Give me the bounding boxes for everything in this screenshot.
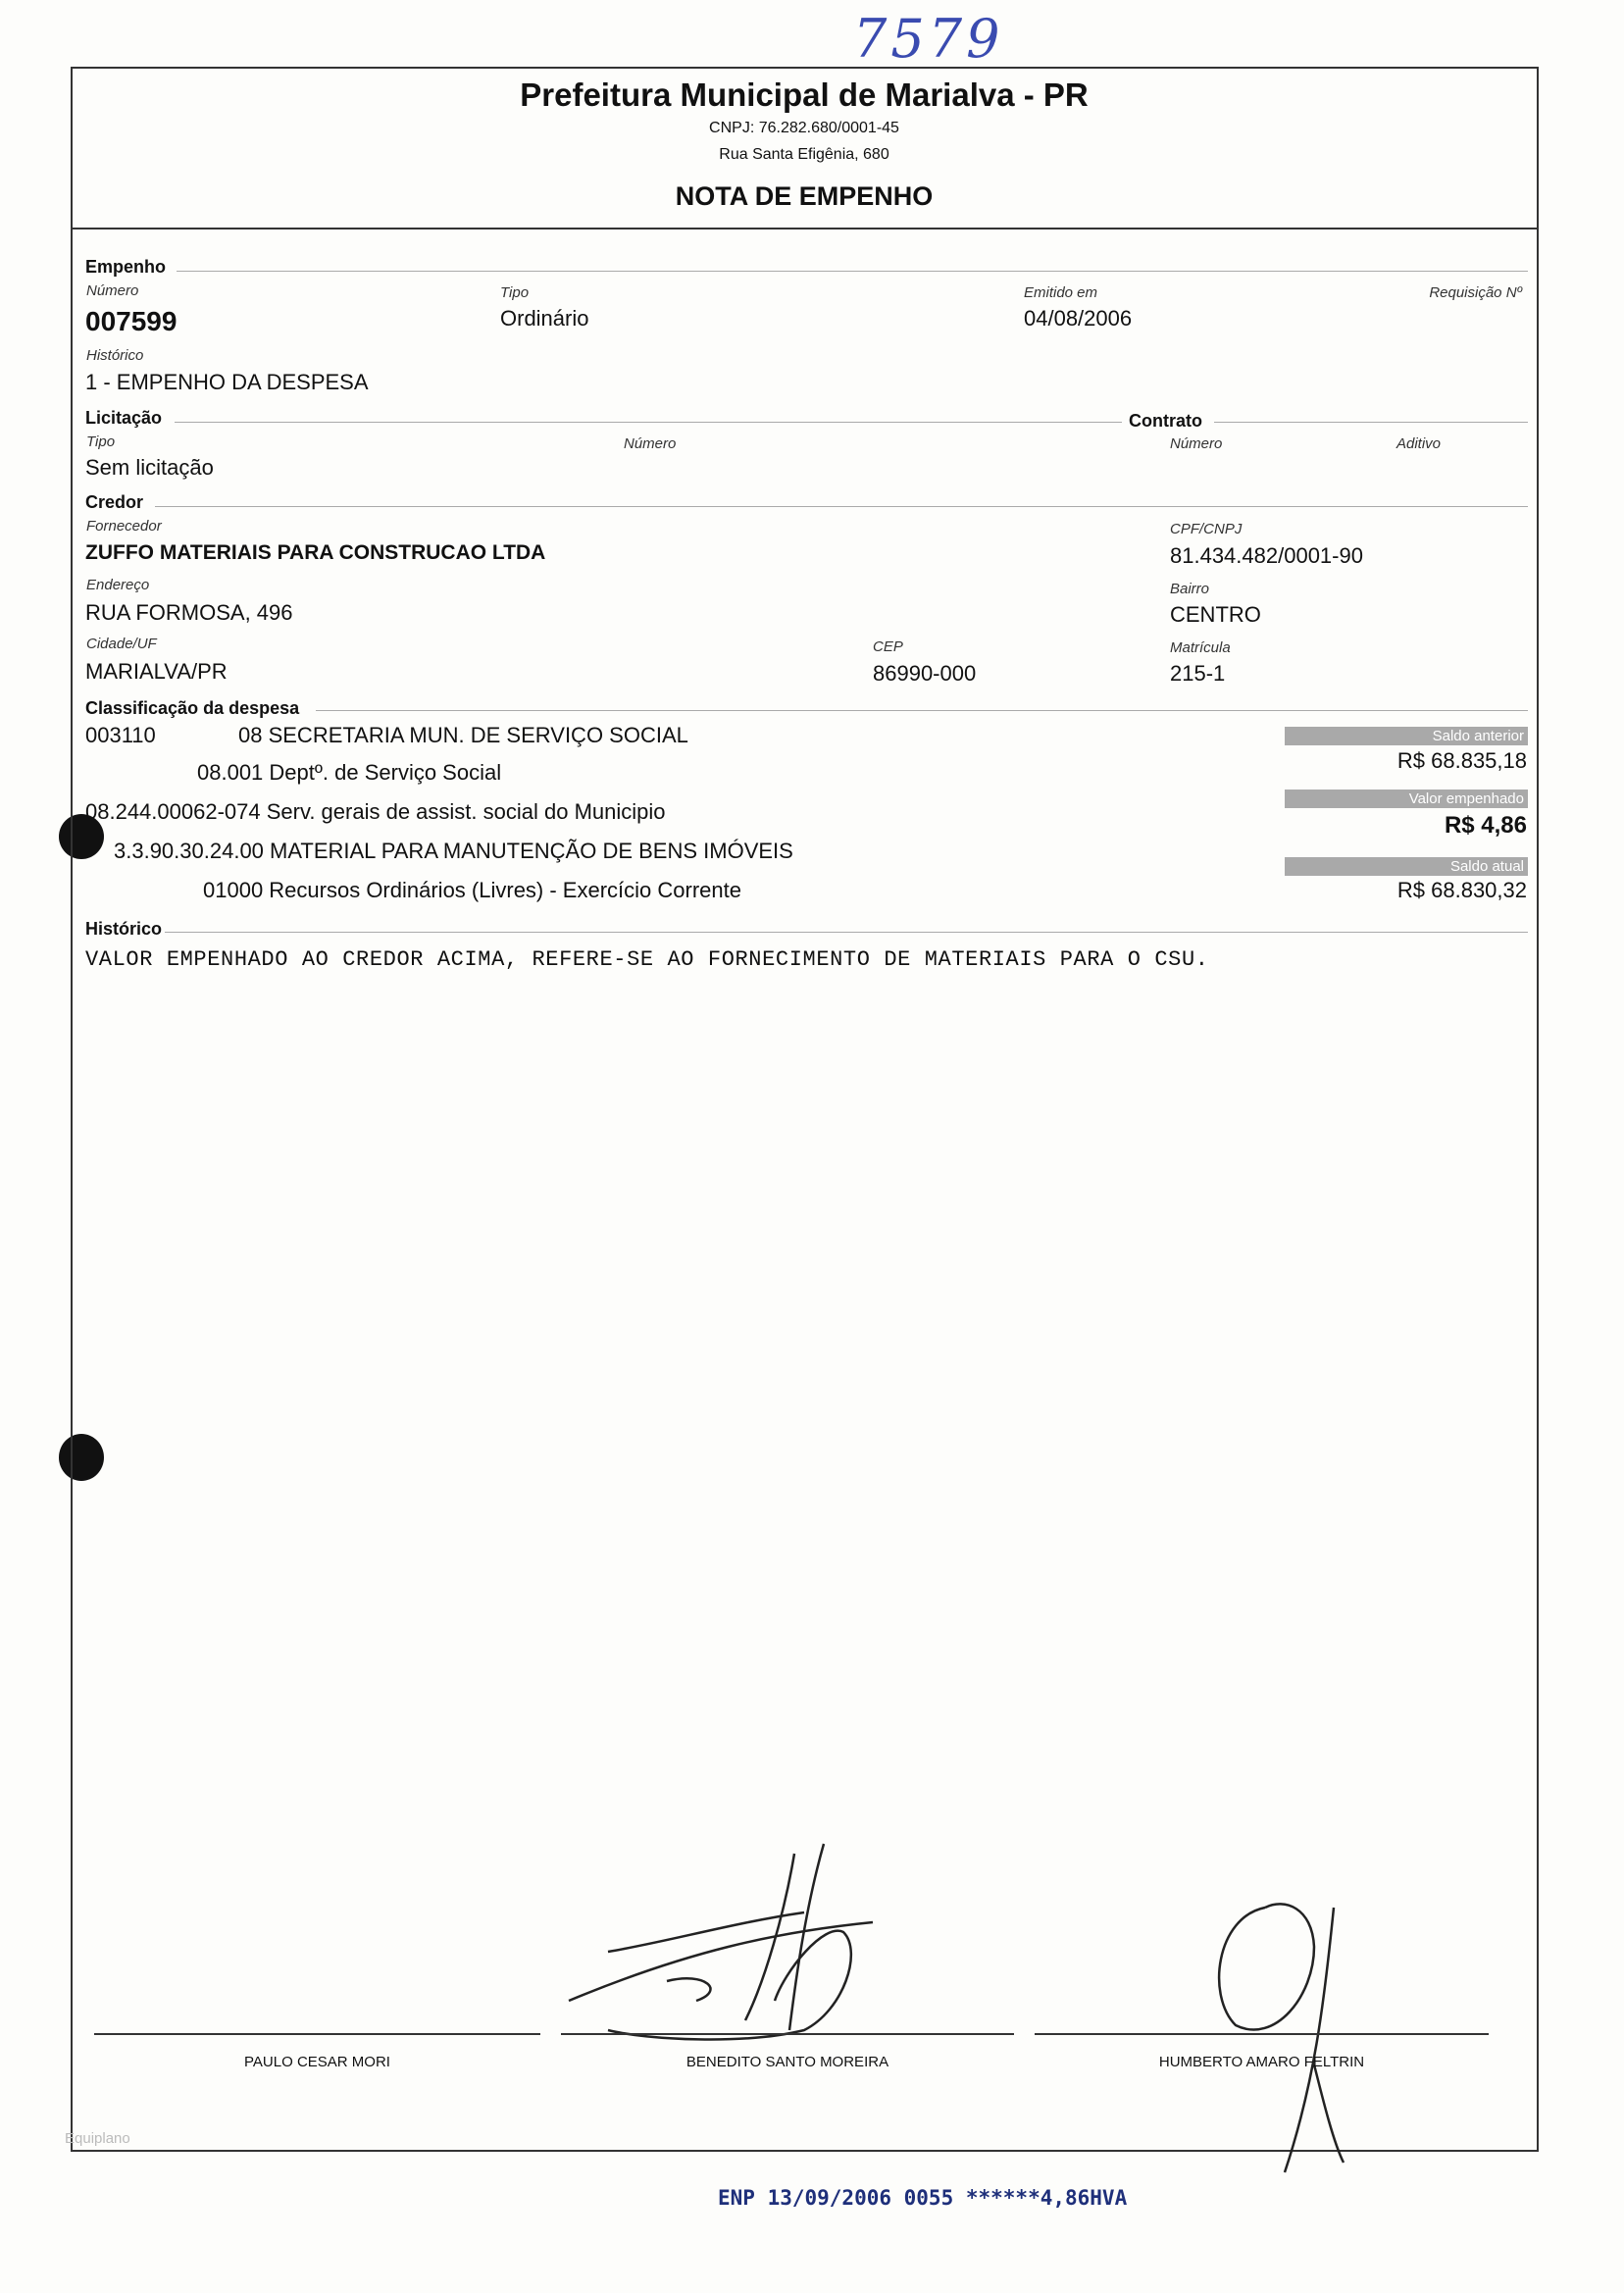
classificacao-code: 003110 bbox=[85, 723, 156, 747]
signature-line-1 bbox=[94, 2033, 540, 2035]
credor-cep-label: CEP bbox=[873, 638, 903, 655]
header-separator bbox=[71, 228, 1539, 229]
signature-name-1: PAULO CESAR MORI bbox=[244, 2054, 390, 2070]
section-credor: Credor bbox=[85, 492, 144, 512]
section-licitacao: Licitação bbox=[85, 408, 163, 428]
signature-line-2 bbox=[561, 2033, 1014, 2035]
empenho-numero: 007599 bbox=[85, 306, 178, 336]
valor-empenhado-label: Valor empenhado bbox=[1285, 790, 1528, 808]
credor-bairro-label: Bairro bbox=[1170, 581, 1210, 597]
historico-text: VALOR EMPENHADO AO CREDOR ACIMA, REFERE-SE AO FORNECIMENTO DE MATERIAIS PARA O CSU. bbox=[85, 947, 1209, 972]
credor-cidade: MARIALVA/PR bbox=[85, 659, 228, 684]
credor-cpf-label: CPF/CNPJ bbox=[1170, 521, 1243, 537]
credor-matricula: 215-1 bbox=[1170, 661, 1226, 686]
credor-fornecedor-label: Fornecedor bbox=[86, 518, 162, 535]
classificacao-line4: 3.3.90.30.24.00 MATERIAL PARA MANUTENÇÃO DE BENS IMÓVEIS bbox=[114, 839, 793, 863]
credor-endereco: RUA FORMOSA, 496 bbox=[85, 600, 293, 625]
signature-line-3 bbox=[1035, 2033, 1489, 2035]
classificacao-line5: 01000 Recursos Ordinários (Livres) - Exercício Corrente bbox=[203, 878, 741, 902]
classificacao-line3: 08.244.00062-074 Serv. gerais de assist. social do Municipio bbox=[85, 799, 666, 824]
classificacao-line1: 08 SECRETARIA MUN. DE SERVIÇO SOCIAL bbox=[238, 723, 688, 747]
licitacao-tipo-label: Tipo bbox=[86, 433, 116, 450]
header-title: Prefeitura Municipal de Marialva - PR bbox=[520, 76, 1089, 113]
credor-cep: 86990-000 bbox=[873, 661, 977, 686]
doc-title: NOTA DE EMPENHO bbox=[675, 181, 934, 211]
empenho-emitido-label: Emitido em bbox=[1024, 284, 1098, 301]
classificacao-rule bbox=[316, 710, 1528, 711]
signature-scribble-humberto bbox=[1196, 1888, 1373, 2182]
empenho-emitido: 04/08/2006 bbox=[1024, 306, 1133, 331]
saldo-anterior-label: Saldo anterior bbox=[1285, 727, 1528, 745]
equiplano-brand: Equiplano bbox=[65, 2130, 130, 2147]
licitacao-tipo: Sem licitação bbox=[85, 455, 214, 480]
credor-matricula-label: Matrícula bbox=[1170, 639, 1231, 656]
section-empenho: Empenho bbox=[85, 257, 167, 277]
historico-rule bbox=[165, 932, 1528, 933]
credor-fornecedor: ZUFFO MATERIAIS PARA CONSTRUCAO LTDA bbox=[85, 541, 546, 564]
empenho-historico: 1 - EMPENHO DA DESPESA bbox=[85, 370, 369, 394]
section-historico: Histórico bbox=[85, 919, 163, 939]
saldo-atual-value: R$ 68.830,32 bbox=[1396, 878, 1527, 902]
empenho-historico-label: Histórico bbox=[86, 347, 144, 364]
classificacao-line2: 08.001 Deptº. de Serviço Social bbox=[197, 760, 502, 785]
contrato-aditivo-label: Aditivo bbox=[1396, 435, 1442, 452]
licitacao-rule bbox=[175, 422, 1122, 423]
signature-name-3: HUMBERTO AMARO FELTRIN bbox=[1158, 2054, 1365, 2070]
section-classificacao: Classificação da despesa bbox=[85, 698, 300, 718]
credor-cpf: 81.434.482/0001-90 bbox=[1170, 543, 1363, 568]
empenho-tipo: Ordinário bbox=[500, 306, 589, 331]
saldo-atual-label: Saldo atual bbox=[1285, 857, 1528, 876]
credor-endereco-label: Endereço bbox=[86, 577, 150, 593]
header-address: Rua Santa Efigênia, 680 bbox=[719, 146, 889, 163]
empenho-requisicao-label: Requisição Nº bbox=[1429, 284, 1522, 301]
contrato-rule bbox=[1214, 422, 1528, 423]
signature-name-2: BENEDITO SANTO MOREIRA bbox=[685, 2054, 889, 2070]
licitacao-numero-label: Número bbox=[624, 435, 677, 452]
empenho-numero-label: Número bbox=[86, 282, 139, 299]
header-cnpj: CNPJ: 76.282.680/0001-45 bbox=[709, 120, 899, 136]
saldo-anterior-value: R$ 68.835,18 bbox=[1396, 748, 1527, 773]
credor-bairro: CENTRO bbox=[1170, 602, 1261, 627]
credor-rule bbox=[155, 506, 1528, 507]
signature-scribble-benedito bbox=[549, 1834, 990, 2079]
valor-empenhado-value: R$ 4,86 bbox=[1444, 812, 1527, 839]
empenho-tipo-label: Tipo bbox=[500, 284, 530, 301]
empenho-rule bbox=[177, 271, 1528, 272]
credor-cidade-label: Cidade/UF bbox=[86, 636, 157, 652]
contrato-numero-label: Número bbox=[1170, 435, 1223, 452]
handwritten-number: 7579 bbox=[853, 8, 1004, 70]
bank-stamp: ENP 13/09/2006 0055 ******4,86HVA bbox=[718, 2186, 1128, 2210]
section-contrato: Contrato bbox=[1129, 411, 1202, 431]
